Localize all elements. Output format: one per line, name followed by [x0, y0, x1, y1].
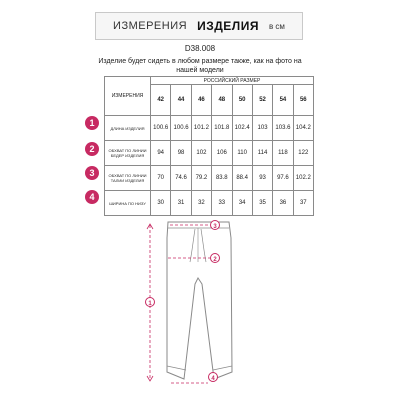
measure-header-cell: ИЗМЕРЕНИЯ	[105, 77, 151, 116]
row-label-length: ДЛИНА ИЗДЕЛИЯ	[105, 116, 151, 141]
table-cell: 94	[151, 141, 171, 166]
table-cell: 31	[171, 191, 191, 216]
row-label-hem-width: ШИРИНА ПО НИЗУ	[105, 191, 151, 216]
table-cell: 102	[191, 141, 211, 166]
title-word-measurements: ИЗМЕРЕНИЯ	[113, 20, 188, 32]
size-50: 50	[232, 85, 252, 116]
svg-text:4: 4	[211, 376, 215, 382]
marker-badge-2: 2	[85, 142, 99, 156]
table-cell: 106	[212, 141, 232, 166]
table-cell: 37	[293, 191, 313, 216]
table-cell: 97.6	[273, 166, 293, 191]
table-cell: 30	[151, 191, 171, 216]
table-cell: 114	[252, 141, 272, 166]
table-cell: 104.2	[293, 116, 313, 141]
table-cell: 33	[212, 191, 232, 216]
row-label-hips: ОБХВАТ ПО ЛИНИИ БЕДЕР ИЗДЕЛИЯ	[105, 141, 151, 166]
size-42: 42	[151, 85, 171, 116]
table-cell: 35	[252, 191, 272, 216]
pants-outline	[167, 222, 232, 379]
diagram-marker-2	[211, 254, 220, 264]
marker-badge-4: 4	[85, 190, 99, 204]
cuff-line-left	[167, 366, 186, 370]
size-header-cell: РОССИЙСКИЙ РАЗМЕР	[151, 77, 314, 85]
cuff-line-right	[213, 366, 232, 370]
svg-text:3: 3	[213, 224, 217, 230]
table-cell: 36	[273, 191, 293, 216]
table-cell: 101.8	[212, 116, 232, 141]
table-cell: 100.6	[171, 116, 191, 141]
marker-badge-3: 3	[85, 166, 99, 180]
table-cell: 110	[232, 141, 252, 166]
table-cell: 102.2	[293, 166, 313, 191]
table-cell: 101.2	[191, 116, 211, 141]
title-word-garment: ИЗДЕЛИЯ	[197, 19, 259, 33]
diagram-marker-4	[209, 373, 218, 383]
diagram-marker-3	[211, 221, 220, 231]
article-code: D38.008	[184, 44, 216, 53]
diagram-marker-1	[146, 298, 155, 308]
table-cell: 93	[252, 166, 272, 191]
table-cell: 34	[232, 191, 252, 216]
table-cell: 103.6	[273, 116, 293, 141]
table-cell: 102.4	[232, 116, 252, 141]
fit-note: Изделие будет сидеть в любом размере также, как на фото на нашей модели	[98, 58, 302, 74]
table-cell: 70	[151, 166, 171, 191]
table-cell: 32	[191, 191, 211, 216]
size-54: 54	[273, 85, 293, 116]
table-cell: 88.4	[232, 166, 252, 191]
marker-badge-1: 1	[85, 116, 99, 130]
size-44: 44	[171, 85, 191, 116]
table-cell: 122	[293, 141, 313, 166]
svg-text:2: 2	[213, 257, 217, 263]
svg-text:1: 1	[148, 301, 152, 307]
row-label-waist: ОБХВАТ ПО ЛИНИИ ТАЛИИ ИЗДЕЛИЯ	[105, 166, 151, 191]
table-cell: 74.6	[171, 166, 191, 191]
table-cell: 98	[171, 141, 191, 166]
title-unit: в см	[268, 21, 285, 31]
size-46: 46	[191, 85, 211, 116]
size-56: 56	[293, 85, 313, 116]
size-48: 48	[212, 85, 232, 116]
table-cell: 83.8	[212, 166, 232, 191]
table-cell: 79.2	[191, 166, 211, 191]
table-cell: 118	[273, 141, 293, 166]
size-52: 52	[252, 85, 272, 116]
table-cell: 103	[252, 116, 272, 141]
table-cell: 100.6	[151, 116, 171, 141]
